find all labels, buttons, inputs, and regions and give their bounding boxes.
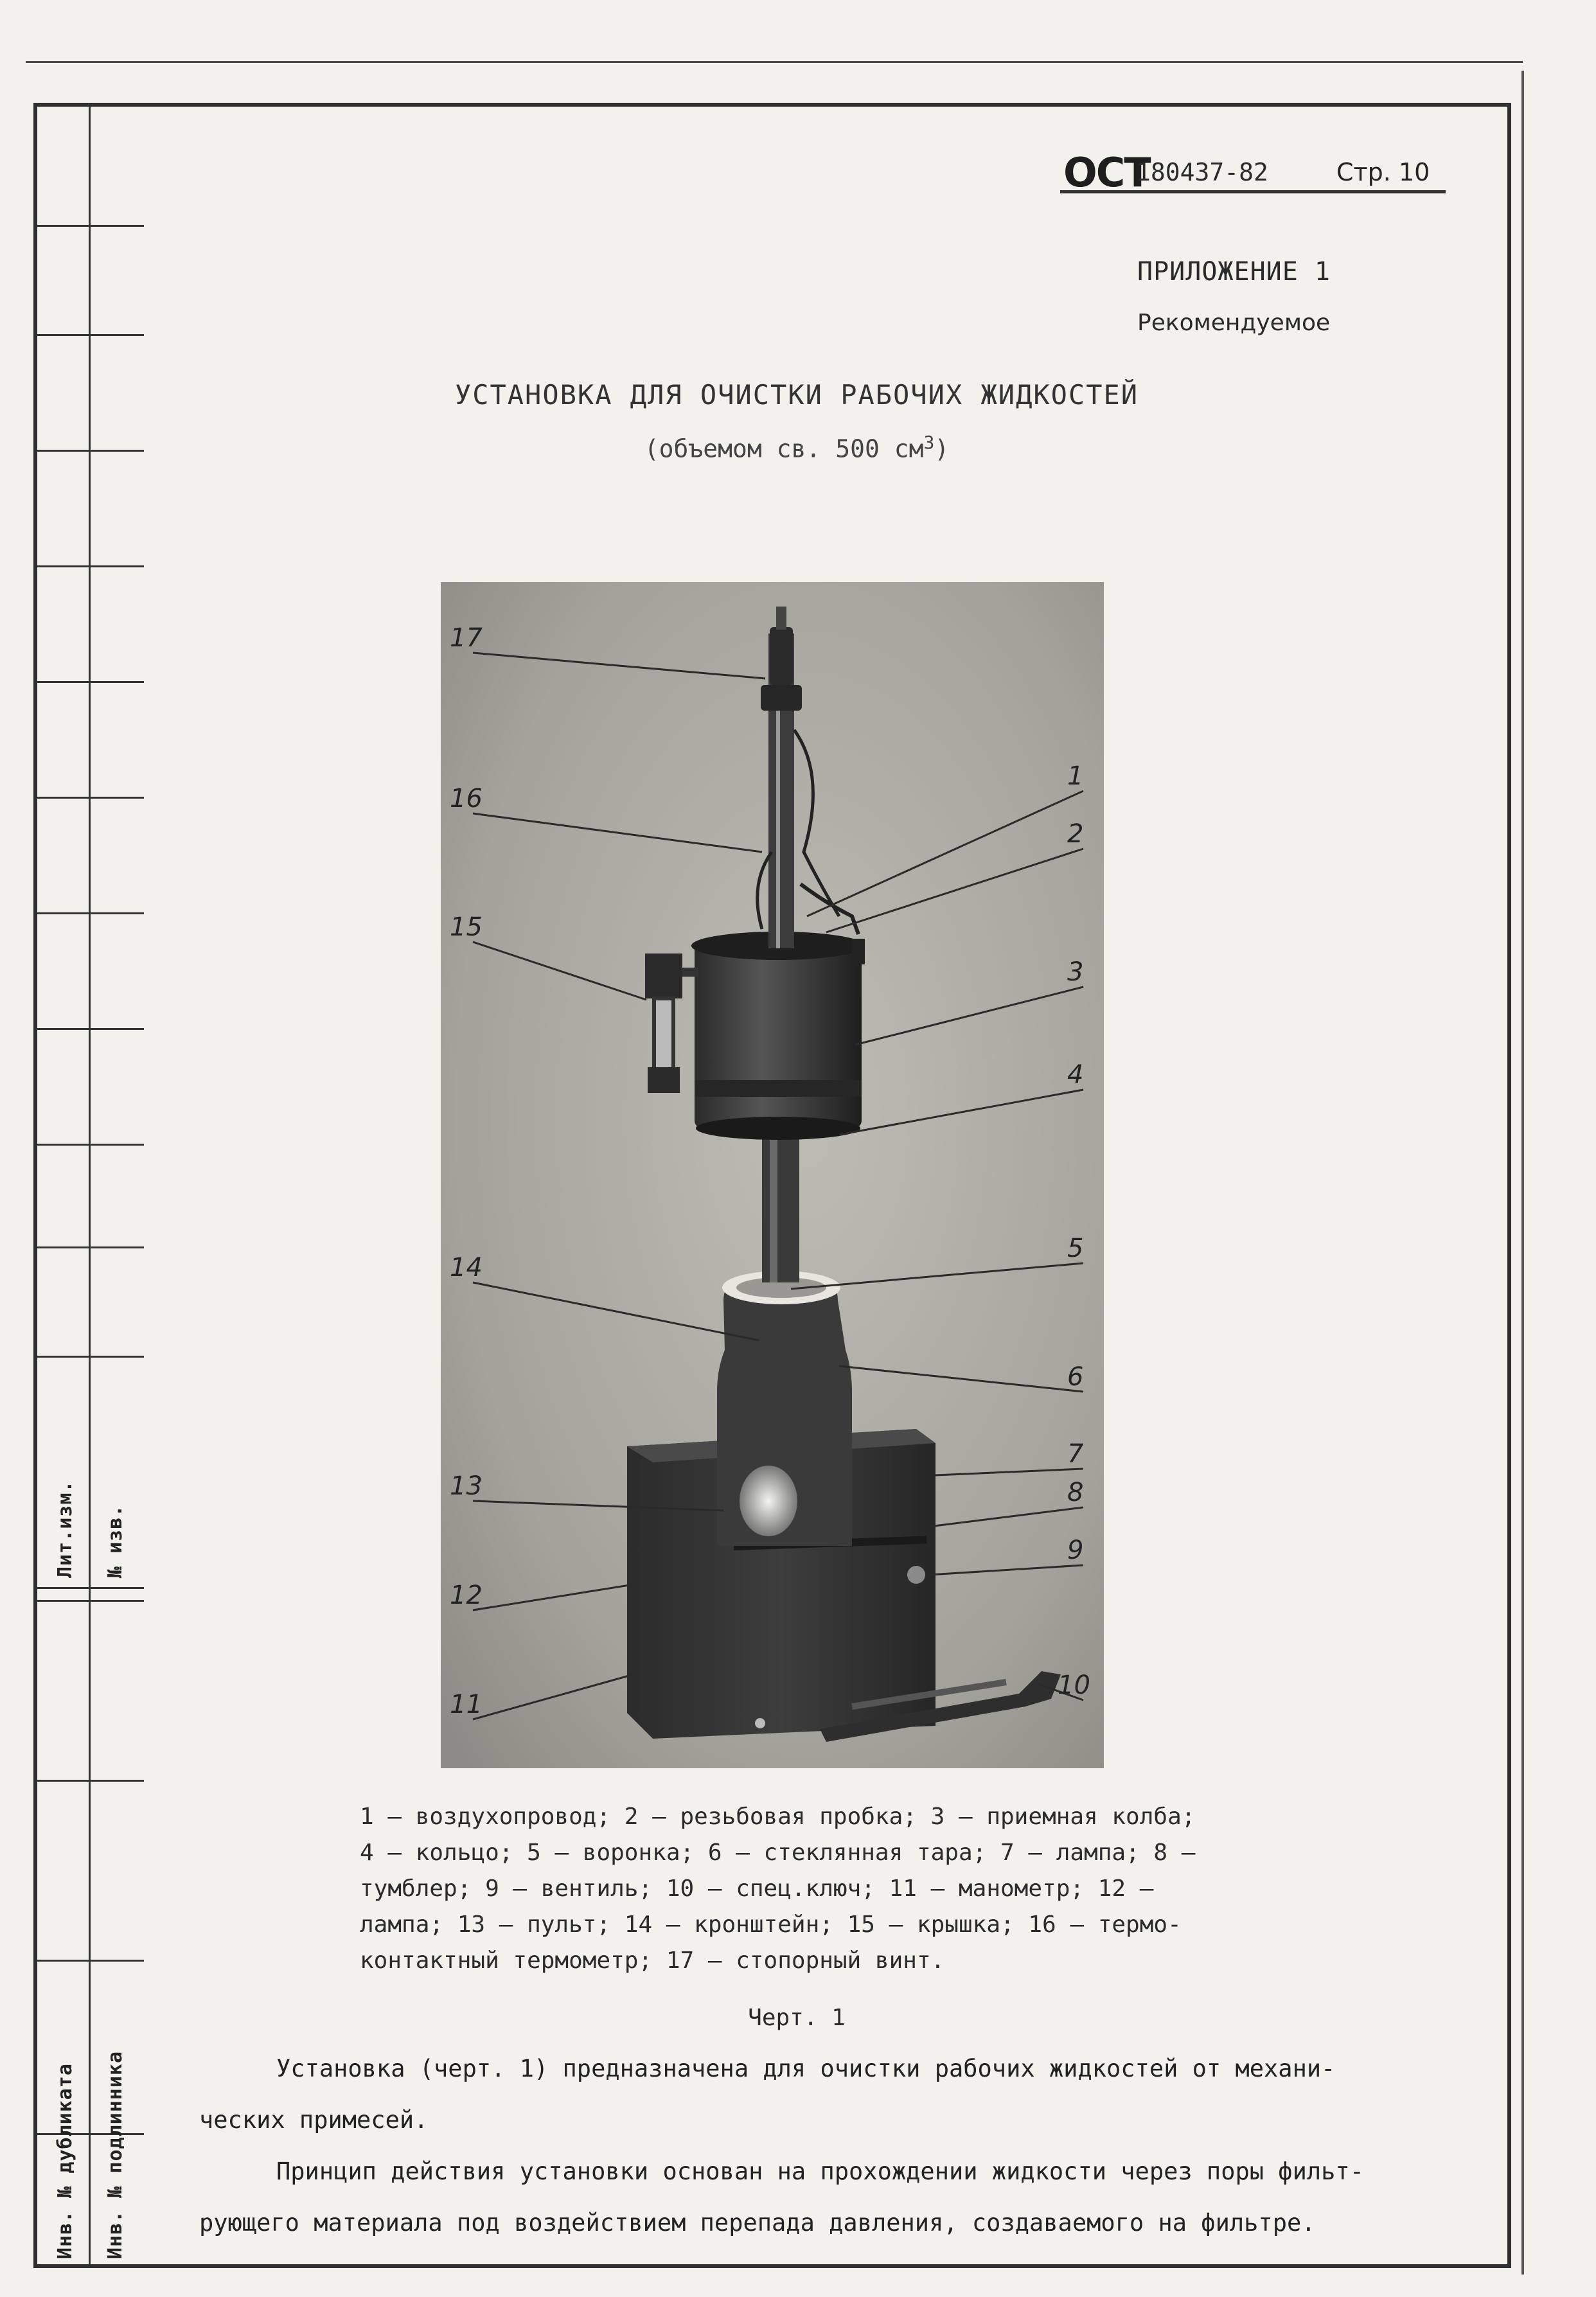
appendix-title: ПРИЛОЖЕНИЕ 1 xyxy=(1137,257,1331,287)
stamp-row-line xyxy=(37,1780,144,1782)
stamp-row-line xyxy=(37,797,144,799)
callout-12: 12 xyxy=(450,1581,483,1610)
callout-2: 2 xyxy=(1067,819,1084,849)
apparatus-photo xyxy=(441,582,1104,1768)
stamp-lit-izm: Лит.изм. xyxy=(54,1480,76,1578)
paragraph-principle xyxy=(199,2146,1433,2249)
receiving-flask xyxy=(695,942,862,1128)
figure-label: Черт. 1 xyxy=(748,2005,846,2031)
caption-line: тумблер; 9 – вентиль; 10 – спец.ключ; 11 – манометр; 12 – xyxy=(360,1876,1154,1902)
header-rule xyxy=(1060,190,1446,193)
doc-code: ОСТ xyxy=(1063,149,1150,196)
callout-4: 4 xyxy=(1067,1060,1084,1090)
paragraph-purpose xyxy=(199,2043,1433,2146)
callout-1: 1 xyxy=(1067,761,1084,791)
doc-number: 180437-82 xyxy=(1136,158,1268,186)
caption-line: контактный термометр; 17 – стопорный винт. xyxy=(360,1947,945,1974)
stamp-inv-dubl: Инв. № дубликата xyxy=(54,2063,76,2259)
stamp-row-line xyxy=(37,450,144,452)
callout-13: 13 xyxy=(450,1471,483,1501)
callout-14: 14 xyxy=(450,1253,483,1282)
callout-15: 15 xyxy=(450,912,483,942)
figure-caption xyxy=(360,1799,1272,1979)
caption-line: 1 – воздухопровод; 2 – резьбовая пробка; 3 – приемная колба; xyxy=(360,1804,1196,1830)
callout-3: 3 xyxy=(1067,957,1084,987)
stamp-row-line xyxy=(37,1028,144,1030)
stamp-row-line xyxy=(37,334,144,336)
valve-knob xyxy=(907,1566,925,1584)
appendix-subtitle: Рекомендуемое xyxy=(1137,310,1331,336)
paragraph-line: Принцип действия установки основан на прохождении жидкости через поры фильт- xyxy=(276,2158,1364,2185)
callout-9: 9 xyxy=(1067,1536,1084,1565)
callout-6: 6 xyxy=(1067,1362,1084,1392)
callout-17: 17 xyxy=(450,623,483,653)
callout-11: 11 xyxy=(450,1690,483,1719)
stamp-row-line xyxy=(37,1960,144,1962)
stamp-row-line xyxy=(37,225,144,227)
top-rule xyxy=(26,61,1523,63)
paragraph-line: рующего материала под воздействием перепада давления, создаваемого на фильтре. xyxy=(199,2209,1316,2237)
apparatus-illustration xyxy=(441,582,1104,1768)
callout-10: 10 xyxy=(1058,1671,1090,1700)
stamp-row-line xyxy=(37,912,144,914)
subtitle-text: (объемом св. 500 см xyxy=(644,434,924,463)
stamp-column xyxy=(37,107,144,2264)
stamp-row-line xyxy=(37,1600,144,1602)
subtitle-close: ) xyxy=(934,434,950,463)
callout-16: 16 xyxy=(450,784,483,813)
stamp-row-line xyxy=(37,1356,144,1358)
callout-7: 7 xyxy=(1067,1439,1084,1469)
subtitle-superscript: 3 xyxy=(923,432,935,453)
caption-line: лампа; 13 – пульт; 14 – кронштейн; 15 – крышка; 16 – термо- xyxy=(360,1911,1182,1938)
stamp-inv-podl: Инв. № подлинника xyxy=(104,2050,127,2259)
paragraph-line: Установка (черт. 1) предназначена для очистки рабочих жидкостей от механи- xyxy=(276,2055,1336,2082)
funnel-stem xyxy=(762,1122,799,1282)
caption-line: 4 – кольцо; 5 – воронка; 6 – стеклянная тара; 7 – лампа; 8 – xyxy=(360,1840,1196,1866)
document-subtitle xyxy=(398,432,1195,463)
callout-5: 5 xyxy=(1067,1234,1084,1263)
stamp-row-line xyxy=(37,681,144,683)
stamp-no-izv: № изв. xyxy=(104,1504,127,1578)
stamp-row-line xyxy=(37,1144,144,1146)
document-title: УСТАНОВКА ДЛЯ ОЧИСТКИ РАБОЧИХ ЖИДКОСТЕЙ xyxy=(454,379,1139,411)
right-edge-line xyxy=(1521,71,1524,2275)
stamp-row-line xyxy=(37,565,144,567)
paragraph-line: ческих примесей. xyxy=(199,2106,429,2134)
stamp-row-line xyxy=(37,2133,144,2135)
callout-8: 8 xyxy=(1067,1478,1084,1507)
page-label: Стр. 10 xyxy=(1336,158,1430,186)
stamp-row-line xyxy=(37,1587,144,1589)
stamp-divider xyxy=(89,107,91,2264)
stamp-row-line xyxy=(37,1246,144,1248)
